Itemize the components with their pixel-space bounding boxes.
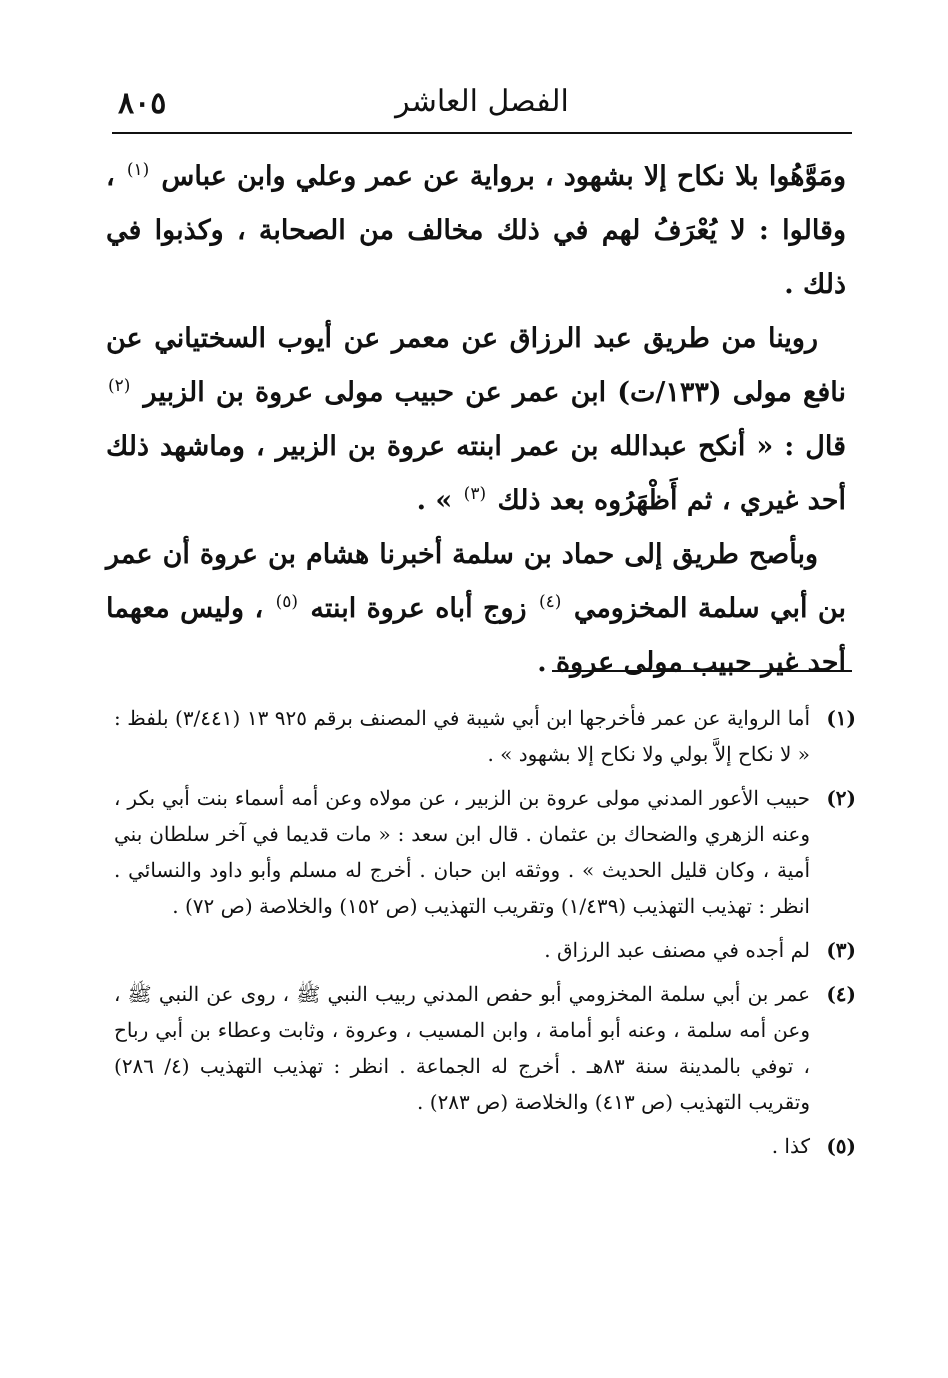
page-number: ٨٠٥ — [118, 86, 167, 121]
paragraph-1 — [106, 150, 846, 312]
paragraph-3-text-b: زوج أباه عروة ابنته — [310, 593, 527, 624]
page-header — [112, 78, 852, 130]
footnote-number: (٢) — [826, 786, 856, 810]
paragraph-3-text-a: وبأصح طريق إلى حماد بن سلمة أخبرنا هشام بن عروة أن عمر بن أبي سلمة المخزومي — [106, 539, 846, 624]
footnote-separator — [552, 670, 852, 672]
footnote-number: (٤) — [826, 982, 856, 1006]
footnote-5 — [114, 1128, 856, 1164]
footnote-ref-1: (١) — [126, 160, 150, 180]
paragraph-1-text-a: ومَوَّهُوا بلا نكاح إلا بشهود ، برواية عن عمر وعلي وابن عباس — [161, 161, 846, 192]
paragraph-3 — [106, 528, 846, 690]
footnotes — [114, 700, 856, 1172]
footnote-ref-2: (٢) — [108, 376, 131, 396]
footnote-number: (٥) — [826, 1134, 856, 1158]
footnote-1 — [114, 700, 856, 772]
chapter-title: الفصل العاشر — [395, 84, 569, 119]
footnote-ref-4: (٤) — [538, 592, 562, 612]
paragraph-3-text-c: ، وليس معهما أحد غير حبيب مولى عروة . — [106, 593, 846, 678]
footnote-text: كذا . — [771, 1134, 810, 1158]
footnote-3 — [114, 932, 856, 968]
footnote-number: (١) — [826, 706, 856, 730]
paragraph-1-text-b: ، وقالوا : لا يُعْرَفُ لهم في ذلك مخالف من الصحابة ، وكذبوا في ذلك . — [106, 161, 846, 300]
main-text — [106, 150, 846, 690]
footnote-text: عمر بن أبي سلمة المخزومي أبو حفص المدني ربيب النبي ﷺ ، روى عن النبي ﷺ ، وعن أمه سلمة ، وعنه أبو أمامة ، وابن المسيب ، وعروة ، وثابت وعطاء بن أبي رباح ، توفي بالمدينة سنة ٨٣هـ . أخرج له الجماعة . انظر : تهذيب التهذيب (٤/ ٢٨٦) وتقريب التهذيب (ص ٤١٣) والخلاصة (ص ٢٨٣) . — [114, 982, 810, 1114]
paragraph-2-text-b: قال : « أنكح عبدالله بن عمر ابنته عروة بن الزبير ، وماشهد ذلك أحد غيري ، ثم أَظْهَرُوه بعد ذلك — [106, 431, 846, 516]
footnote-2 — [114, 780, 856, 924]
footnote-4 — [114, 976, 856, 1120]
header-rule — [112, 132, 852, 134]
footnote-ref-5: (٥) — [275, 592, 298, 612]
footnote-ref-3: (٣) — [463, 484, 487, 504]
footnote-text: حبيب الأعور المدني مولى عروة بن الزبير ، عن مولاه وعن أمه أسماء بنت أبي بكر ، وعنه الزهري والضحاك بن عثمان . قال ابن سعد : « مات قديما في آخر سلطان بني أمية ، وكان قليل الحديث » . ووثقه ابن حبان . أخرج له مسلم وأبو داود والنسائي . انظر : تهذيب التهذيب (١/٤٣٩) وتقريب التهذيب (ص ١٥٢) والخلاصة (ص ٧٢) . — [114, 786, 810, 918]
footnote-text: لم أجده في مصنف عبد الرزاق . — [544, 938, 810, 962]
paragraph-2-text-a: روينا من طريق عبد الرزاق عن معمر عن أيوب السختياني عن نافع مولى (١٣٣/ت) ابن عمر عن حبيب مولى عروة بن الزبير — [106, 323, 846, 408]
paragraph-2 — [106, 312, 846, 528]
footnote-number: (٣) — [826, 938, 856, 962]
paragraph-2-text-c: » . — [416, 485, 453, 516]
footnote-text: أما الرواية عن عمر فأخرجها ابن أبي شيبة في المصنف برقم ٩٢٥ ١٣ (٣/٤٤١) بلفظ : « لا نكاح إلاَّ بولي ولا نكاح إلا بشهود » . — [114, 706, 811, 766]
